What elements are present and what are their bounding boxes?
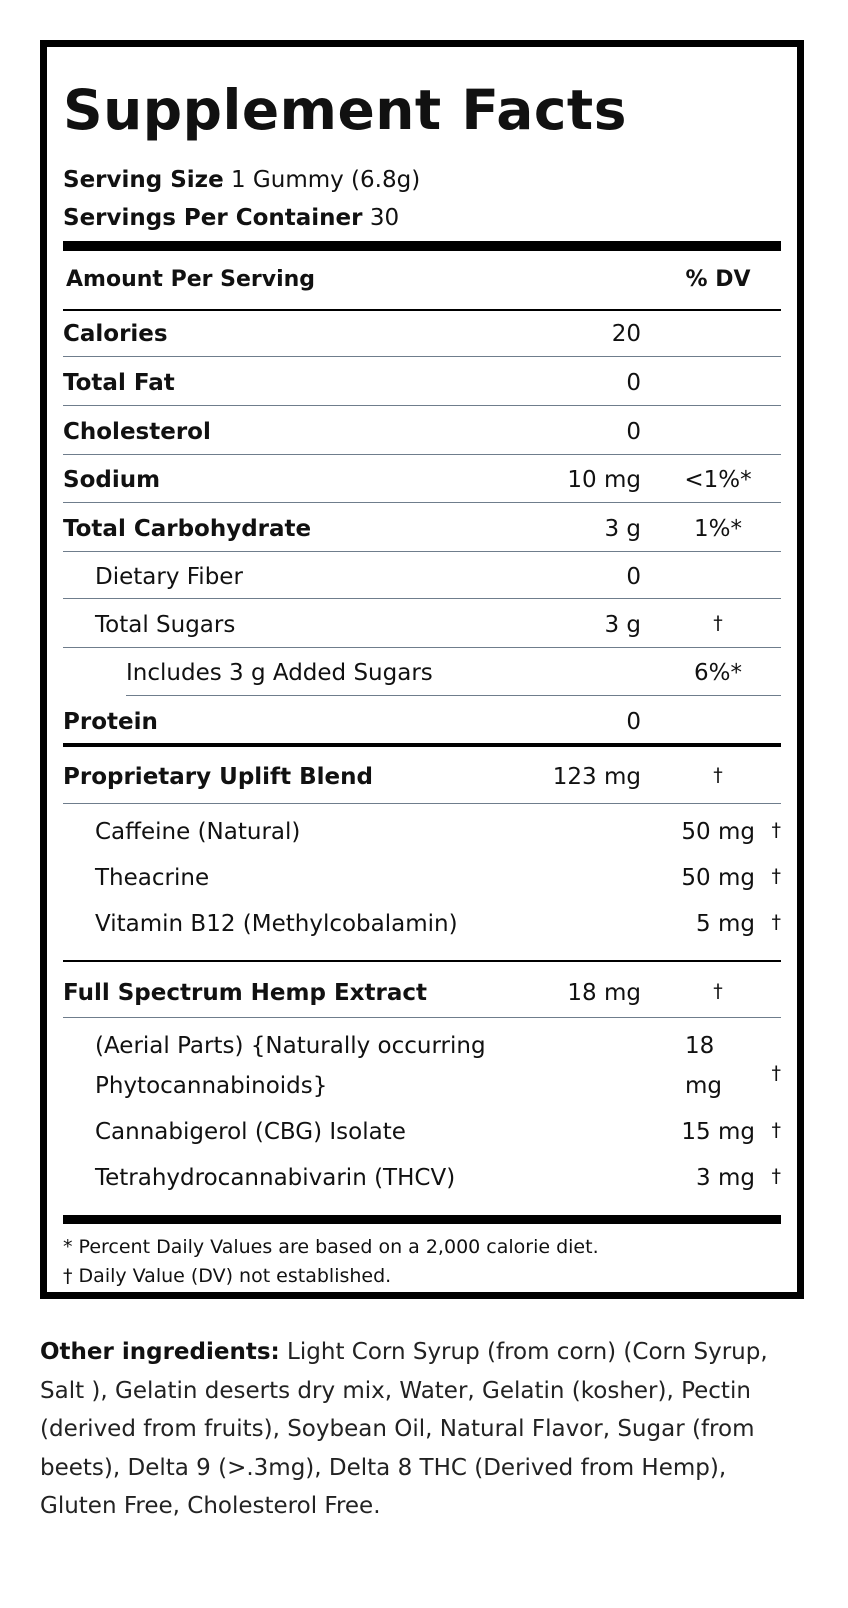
row-divider (63, 803, 781, 804)
serving-size (63, 169, 420, 192)
row-divider (126, 695, 781, 696)
header-divider (63, 309, 781, 311)
ingredient-dv: † (771, 911, 781, 933)
ingredient-amount: 3 mg (696, 1165, 755, 1191)
ingredient-name: Vitamin B12 (Methylcobalamin) (95, 911, 458, 937)
serving-size-value: 1 Gummy (6.8g) (230, 167, 421, 193)
ingredient-name: Caffeine (Natural) (95, 819, 301, 845)
nutrient-name: Cholesterol (63, 419, 211, 445)
nutrient-amount: 3 g (604, 612, 641, 638)
ingredient-dv: † (771, 1165, 781, 1187)
footnote-dagger: † Daily Value (DV) not established. (63, 1265, 392, 1287)
ingredient-name-line2: Phytocannabinoids} (95, 1073, 328, 1099)
blend-name: Proprietary Uplift Blend (63, 764, 373, 790)
servings-value: 30 (369, 205, 400, 231)
ingredient-dv: † (771, 819, 781, 841)
blend-name: Full Spectrum Hemp Extract (63, 980, 427, 1006)
footnote-percent: * Percent Daily Values are based on a 2,000 calorie diet. (63, 1236, 599, 1258)
ingredient-dv: † (771, 865, 781, 887)
servings-label: Servings Per Container (63, 205, 363, 231)
servings-per-container (63, 207, 399, 230)
ingredient-dv: † (771, 1062, 781, 1084)
blend-dv: † (713, 764, 723, 786)
nutrient-amount: 0 (626, 709, 641, 735)
nutrient-name: Total Carbohydrate (63, 516, 312, 542)
nutrient-amount: 0 (626, 564, 641, 590)
nutrient-name: Includes 3 g Added Sugars (126, 660, 433, 686)
nutrient-name: Protein (63, 709, 158, 735)
nutrient-amount: 10 mg (567, 467, 641, 493)
nutrient-name: Calories (63, 321, 168, 347)
nutrient-amount: 20 (611, 321, 641, 347)
row-divider (63, 454, 781, 455)
ingredient-name: Cannabigerol (CBG) Isolate (95, 1119, 406, 1145)
amount-per-serving-header: Amount Per Serving (66, 267, 316, 292)
ingredient-name-line1: (Aerial Parts) {Naturally occurring (95, 1033, 486, 1059)
blend-amount: 18 mg (567, 980, 641, 1006)
other-ingredients-label: Other ingredients: (40, 1339, 280, 1365)
nutrient-name: Total Sugars (95, 612, 236, 638)
ingredient-name: Tetrahydrocannabivarin (THCV) (95, 1165, 456, 1191)
nutrient-dv: 6%* (694, 660, 742, 686)
ingredient-amount-line1: 18 (685, 1033, 715, 1059)
row-divider (63, 502, 781, 503)
nutrient-dv: † (713, 612, 723, 634)
nutrient-amount: 0 (626, 370, 641, 396)
nutrient-dv: <1%* (684, 467, 752, 493)
section-divider (63, 743, 781, 747)
thick-divider (63, 241, 781, 251)
nutrient-amount: 0 (626, 419, 641, 445)
serving-size-label: Serving Size (63, 167, 224, 193)
ingredient-amount: 15 mg (681, 1119, 755, 1145)
supplement-facts-panel (40, 40, 804, 1299)
ingredient-dv: † (771, 1119, 781, 1141)
ingredient-name: Theacrine (95, 865, 210, 891)
row-divider (63, 1017, 781, 1018)
section-divider (63, 960, 781, 962)
ingredient-amount: 50 mg (681, 819, 755, 845)
row-divider (63, 647, 781, 648)
panel-title: Supplement Facts (63, 78, 627, 142)
dv-header: % DV (685, 267, 751, 292)
thick-divider (63, 1215, 781, 1224)
blend-dv: † (713, 980, 723, 1002)
blend-amount: 123 mg (552, 764, 641, 790)
nutrient-dv: 1%* (694, 516, 742, 542)
nutrient-amount: 3 g (604, 516, 641, 542)
row-divider (63, 405, 781, 406)
other-ingredients-text: Light Corn Syrup (from corn) (Corn Syrup, Salt ), Gelatin deserts dry mix, Water, Gelatin (kosher), Pectin (derived from fruits), Soybean Oil, Natural Flavor, Sugar (from beets), Delta 9 (>.3mg), Delta 8 THC (Derived from Hemp), Gluten Free, Cholesterol Free. (40, 1339, 768, 1519)
other-ingredients (40, 1333, 800, 1526)
ingredient-amount-line2: mg (685, 1073, 723, 1099)
row-divider (63, 356, 781, 357)
ingredient-amount: 5 mg (696, 911, 755, 937)
nutrient-name: Total Fat (63, 370, 175, 396)
ingredient-amount: 50 mg (681, 865, 755, 891)
nutrient-name: Sodium (63, 467, 161, 493)
nutrient-name: Dietary Fiber (95, 564, 243, 590)
row-divider (63, 551, 781, 552)
row-divider (63, 598, 781, 599)
